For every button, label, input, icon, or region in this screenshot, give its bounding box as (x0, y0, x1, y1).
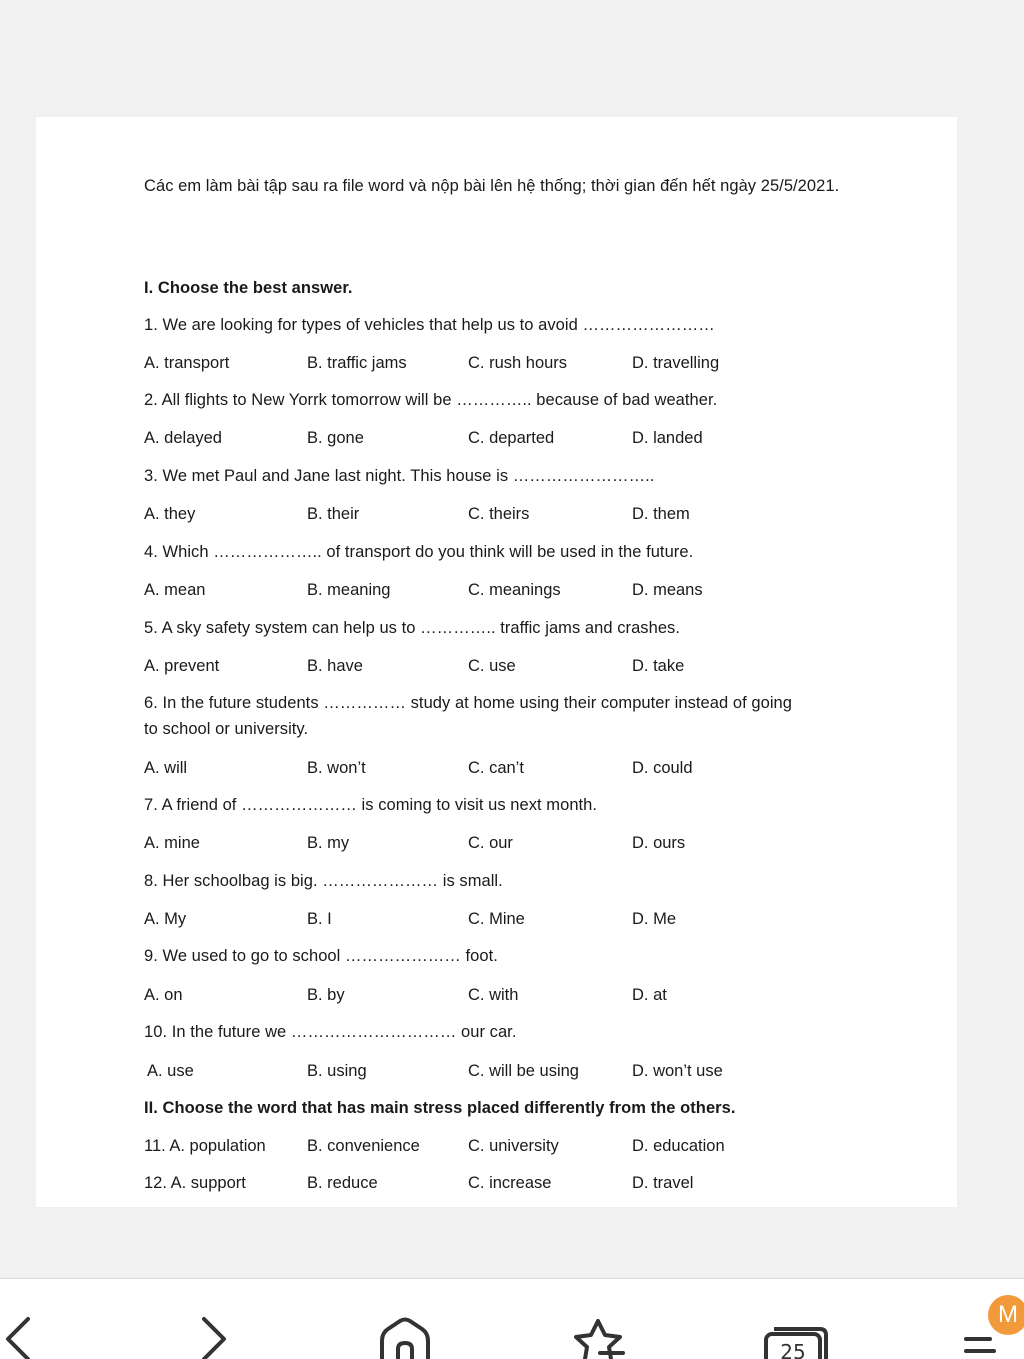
question: 10. In the future we ………………………… our car. (144, 1023, 517, 1041)
back-button[interactable] (0, 1279, 90, 1359)
option: B. their (307, 505, 360, 523)
question: 4. Which ……………….. of transport do you think will be used in the future. (144, 543, 694, 561)
option: C. departed (468, 429, 555, 447)
option: D. could (632, 759, 693, 777)
question: 3. We met Paul and Jane last night. This house is …………………….. (144, 467, 655, 485)
favorites-icon (553, 1279, 643, 1359)
option: B. reduce (307, 1174, 378, 1192)
option: C. our (468, 834, 513, 852)
forward-button[interactable] (180, 1279, 270, 1359)
option: B. traffic jams (307, 354, 407, 372)
option: D. won’t use (632, 1062, 723, 1080)
home-icon (360, 1279, 450, 1359)
browser-bottom-bar (0, 1278, 1024, 1359)
option: C. with (468, 986, 519, 1004)
option: B. won’t (307, 759, 366, 777)
section2-title: II. Choose the word that has main stress placed differently from the others. (144, 1099, 736, 1117)
option: C. university (468, 1137, 559, 1155)
option: C. meanings (468, 581, 561, 599)
option: A. mine (144, 834, 200, 852)
option: A. transport (144, 354, 230, 372)
account-badge[interactable]: M (988, 1295, 1024, 1335)
option: 12. A. support (144, 1174, 246, 1192)
option: D. travelling (632, 354, 720, 372)
option: B. by (307, 986, 345, 1004)
option: D. them (632, 505, 690, 523)
option: A. delayed (144, 429, 222, 447)
tab-count: 25 (780, 1340, 806, 1359)
option: B. meaning (307, 581, 391, 599)
option: D. means (632, 581, 703, 599)
option: B. convenience (307, 1137, 420, 1155)
option: A. they (144, 505, 196, 523)
question: 8. Her schoolbag is big. ………………… is small. (144, 872, 503, 890)
option: B. gone (307, 429, 364, 447)
favorites-button[interactable] (553, 1279, 643, 1359)
section1-title: I. Choose the best answer. (144, 279, 353, 297)
option: C. rush hours (468, 354, 568, 372)
option: C. theirs (468, 505, 530, 523)
option: C. increase (468, 1174, 552, 1192)
option: D. ours (632, 834, 686, 852)
home-button[interactable] (360, 1279, 450, 1359)
option: C. can’t (468, 759, 524, 777)
option: 11. A. population (144, 1137, 266, 1155)
option: A. prevent (144, 657, 220, 675)
question: 1. We are looking for types of vehicles that help us to avoid …………………… (144, 316, 715, 334)
question: 9. We used to go to school ………………… foot. (144, 947, 498, 965)
option: A. mean (144, 581, 206, 599)
option: C. Mine (468, 910, 525, 928)
option: D. Me (632, 910, 677, 928)
question: 7. A friend of ………………… is coming to visit us next month. (144, 796, 598, 814)
option: A. My (144, 910, 187, 928)
option: D. landed (632, 429, 703, 447)
option: B. using (307, 1062, 367, 1080)
question: 5. A sky safety system can help us to ………….. traffic jams and crashes. (144, 619, 680, 637)
back-icon (0, 1279, 90, 1359)
intro-text: Các em làm bài tập sau ra file word và nộp bài lên hệ thống; thời gian đến hết ngày 25/5/2021. (144, 177, 840, 195)
option: D. education (632, 1137, 725, 1155)
option: D. at (632, 986, 667, 1004)
tabs-button[interactable] (750, 1279, 840, 1359)
question: 6. In the future students …………… study at home using their computer instead of going (144, 694, 792, 712)
question: 2. All flights to New Yorrk tomorrow will be ………….. because of bad weather. (144, 391, 718, 409)
option: B. my (307, 834, 350, 852)
option: D. take (632, 657, 685, 675)
option: A. use (147, 1062, 194, 1080)
question-continued: to school or university. (144, 720, 309, 738)
option: A. on (144, 986, 183, 1004)
option: D. travel (632, 1174, 694, 1192)
forward-icon (180, 1279, 270, 1359)
tabs-icon (750, 1279, 840, 1359)
option: A. will (144, 759, 188, 777)
document-page (36, 117, 957, 1207)
option: B. I (307, 910, 332, 928)
option: C. will be using (468, 1062, 579, 1080)
option: C. use (468, 657, 516, 675)
option: B. have (307, 657, 363, 675)
